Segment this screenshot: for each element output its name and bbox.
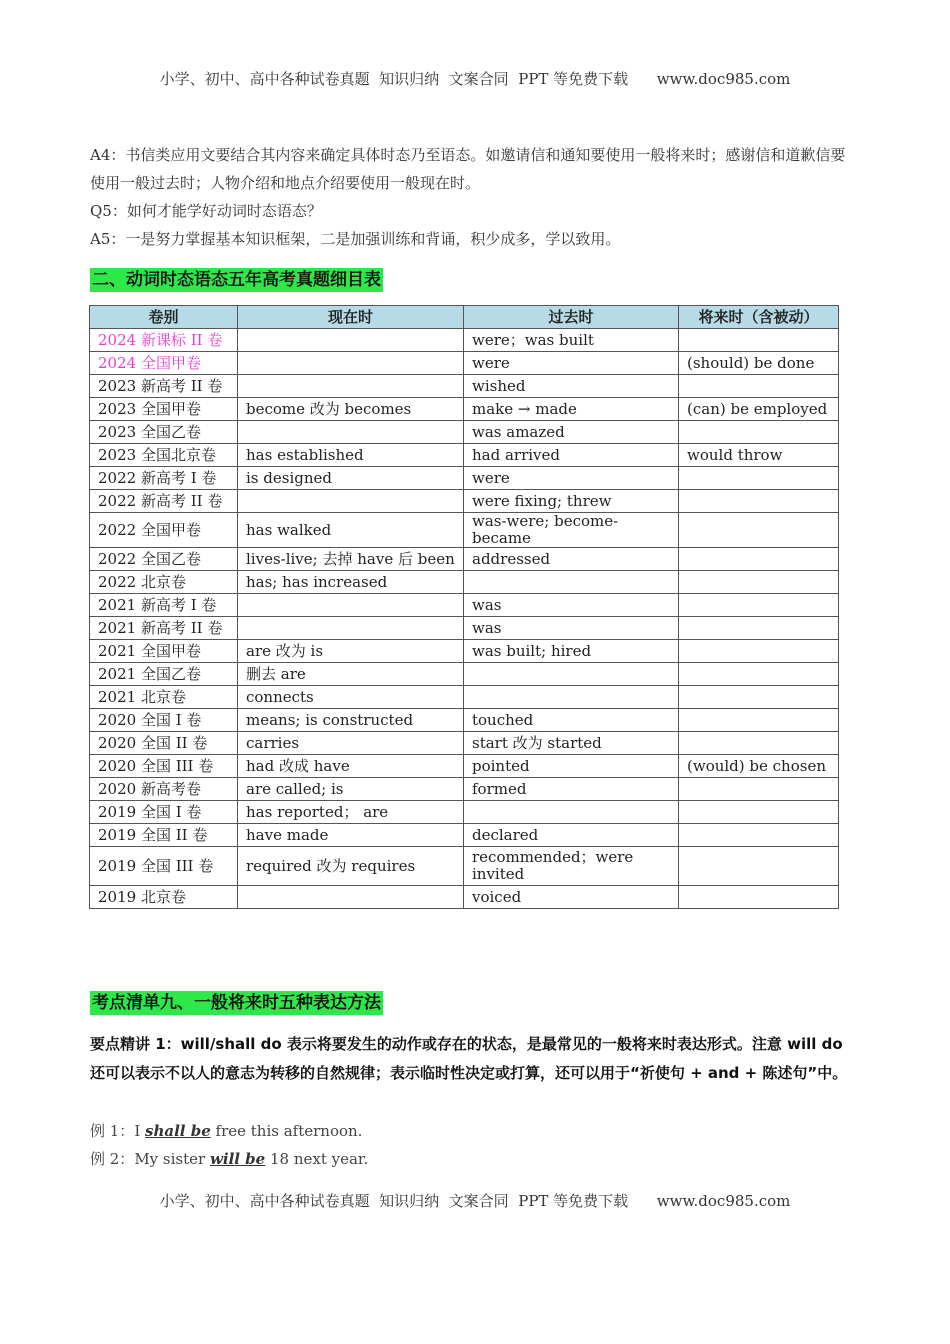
cell-past: were (464, 467, 679, 490)
table-row (90, 571, 839, 594)
table-row (90, 467, 839, 490)
cell-present: is designed (238, 467, 464, 490)
table-row (90, 594, 839, 617)
cell-paper: 2020 新高考卷 (90, 778, 238, 801)
table-row (90, 444, 839, 467)
cell-paper: 2019 全国 I 卷 (90, 801, 238, 824)
cell-past: declared (464, 824, 679, 847)
cell-future (679, 548, 839, 571)
col-header-paper: 卷别 (90, 306, 238, 329)
answer-a4: A4：书信类应用文要结合其内容来确定具体时态乃至语态。如邀请信和通知要使用一般将来时；感谢信和道歉信要使用一般过去时；人物介绍和地点介绍要使用一般现在时。 (90, 146, 846, 192)
cell-present: are 改为 is (238, 640, 464, 663)
cell-present (238, 421, 464, 444)
cell-paper: 2019 全国 III 卷 (90, 847, 238, 886)
cell-future: (can) be employed (679, 398, 839, 421)
table-row (90, 513, 839, 548)
cell-paper: 2021 新高考 II 卷 (90, 617, 238, 640)
table-row (90, 663, 839, 686)
cell-paper: 2023 全国北京卷 (90, 444, 238, 467)
cell-future (679, 663, 839, 686)
cell-paper: 2022 全国甲卷 (90, 513, 238, 548)
cell-present: become 改为 becomes (238, 398, 464, 421)
cell-future (679, 801, 839, 824)
cell-paper: 2021 全国乙卷 (90, 663, 238, 686)
col-header-future: 将来时（含被动） (679, 306, 839, 329)
table-row (90, 548, 839, 571)
cell-past: was-were; become-became (464, 513, 679, 548)
cell-paper: 2020 全国 II 卷 (90, 732, 238, 755)
cell-past: were fixing; threw (464, 490, 679, 513)
table-row (90, 398, 839, 421)
cell-future (679, 640, 839, 663)
cell-future (679, 709, 839, 732)
cell-paper: 2024 新课标 II 卷 (90, 329, 238, 352)
cell-future (679, 467, 839, 490)
cell-present: are called; is (238, 778, 464, 801)
section-title-tense-table: 二、动词时态语态五年高考真题细目表 (92, 270, 381, 290)
cell-present: had 改成 have (238, 755, 464, 778)
cell-future (679, 513, 839, 548)
cell-paper: 2022 新高考 II 卷 (90, 490, 238, 513)
cell-future (679, 490, 839, 513)
cell-paper: 2023 全国乙卷 (90, 421, 238, 444)
cell-past: were；was built (464, 329, 679, 352)
page-footer: 小学、初中、高中各种试卷真题 知识归纳 文案合同 PPT 等免费下载 www.doc985.com (159, 1192, 791, 1210)
cell-present (238, 375, 464, 398)
cell-past: addressed (464, 548, 679, 571)
cell-future: would throw (679, 444, 839, 467)
cell-present: means; is constructed (238, 709, 464, 732)
cell-future (679, 375, 839, 398)
cell-paper: 2024 全国甲卷 (90, 352, 238, 375)
cell-present (238, 329, 464, 352)
cell-present (238, 352, 464, 375)
cell-past: start 改为 started (464, 732, 679, 755)
table-row (90, 755, 839, 778)
cell-present: has established (238, 444, 464, 467)
cell-paper: 2021 新高考 I 卷 (90, 594, 238, 617)
cell-present: has walked (238, 513, 464, 548)
example-text-before: I (134, 1122, 146, 1140)
table-row (90, 824, 839, 847)
cell-future: (should) be done (679, 352, 839, 375)
question-q5: Q5：如何才能学好动词时态语态？ (90, 202, 322, 220)
cell-future (679, 732, 839, 755)
table-row (90, 329, 839, 352)
cell-past (464, 686, 679, 709)
cell-past: were (464, 352, 679, 375)
cell-past (464, 801, 679, 824)
table-row (90, 778, 839, 801)
cell-paper: 2019 北京卷 (90, 886, 238, 909)
col-header-past: 过去时 (464, 306, 679, 329)
cell-past: voiced (464, 886, 679, 909)
cell-future (679, 617, 839, 640)
cell-future (679, 329, 839, 352)
table-row (90, 709, 839, 732)
cell-paper: 2021 北京卷 (90, 686, 238, 709)
cell-present: carries (238, 732, 464, 755)
cell-present: has reported； are (238, 801, 464, 824)
cell-present: lives-live; 去掉 have 后 been (238, 548, 464, 571)
cell-future (679, 421, 839, 444)
table-row (90, 686, 839, 709)
cell-past: was amazed (464, 421, 679, 444)
example-2 (90, 1148, 368, 1169)
table-row (90, 640, 839, 663)
cell-future (679, 847, 839, 886)
table-row (90, 490, 839, 513)
example-highlight: shall be (145, 1122, 211, 1140)
table-row (90, 886, 839, 909)
table-row (90, 375, 839, 398)
example-text-after: 18 next year. (265, 1150, 369, 1168)
table-row (90, 801, 839, 824)
cell-present: have made (238, 824, 464, 847)
table-body (90, 329, 839, 909)
cell-past: make → made (464, 398, 679, 421)
cell-present: connects (238, 686, 464, 709)
cell-paper: 2020 全国 I 卷 (90, 709, 238, 732)
cell-past: wished (464, 375, 679, 398)
example-1 (90, 1120, 362, 1141)
cell-past: recommended；were invited (464, 847, 679, 886)
cell-paper: 2021 全国甲卷 (90, 640, 238, 663)
cell-paper: 2022 全国乙卷 (90, 548, 238, 571)
cell-present: required 改为 requires (238, 847, 464, 886)
cell-past: had arrived (464, 444, 679, 467)
page-header: 小学、初中、高中各种试卷真题 知识归纳 文案合同 PPT 等免费下载 www.doc985.com (159, 70, 791, 88)
example-text-after: free this afternoon. (210, 1122, 363, 1140)
cell-present (238, 617, 464, 640)
cell-future (679, 686, 839, 709)
cell-future (679, 886, 839, 909)
table-row (90, 847, 839, 886)
example-highlight: will be (209, 1150, 266, 1168)
cell-future: (would) be chosen (679, 755, 839, 778)
cell-past: was built; hired (464, 640, 679, 663)
example-label: 例 1： (90, 1122, 135, 1140)
cell-paper: 2022 新高考 I 卷 (90, 467, 238, 490)
cell-present (238, 490, 464, 513)
cell-past (464, 571, 679, 594)
cell-past: was (464, 594, 679, 617)
cell-past: touched (464, 709, 679, 732)
cell-present: 删去 are (238, 663, 464, 686)
cell-past: was (464, 617, 679, 640)
cell-past: pointed (464, 755, 679, 778)
answer-a5: A5：一是努力掌握基本知识框架，二是加强训练和背诵，积少成多，学以致用。 (90, 230, 621, 248)
table-row (90, 732, 839, 755)
cell-paper: 2022 北京卷 (90, 571, 238, 594)
cell-present: has; has increased (238, 571, 464, 594)
exam-tense-table (89, 305, 839, 909)
cell-paper: 2023 新高考 II 卷 (90, 375, 238, 398)
example-label: 例 2： (90, 1150, 135, 1168)
cell-paper: 2019 全国 II 卷 (90, 824, 238, 847)
cell-present (238, 886, 464, 909)
section-title-future-tense: 考点清单九、一般将来时五种表达方法 (92, 993, 381, 1013)
example-text-before: My sister (134, 1150, 210, 1168)
col-header-present: 现在时 (238, 306, 464, 329)
key-point-1: 要点精讲 1：will/shall do 表示将要发生的动作或存在的状态，是最常见的一般将来时表达形式。注意 will do 还可以表示不以人的意志为转移的自然规律；表示临时性决定或打算，还可以用于“祈使句 + and + 陈述句”中。 (90, 1035, 848, 1082)
cell-future (679, 594, 839, 617)
cell-paper: 2023 全国甲卷 (90, 398, 238, 421)
table-row (90, 421, 839, 444)
table-row (90, 617, 839, 640)
cell-future (679, 778, 839, 801)
table-row (90, 352, 839, 375)
table-header-row (90, 306, 839, 329)
cell-future (679, 824, 839, 847)
cell-future (679, 571, 839, 594)
cell-past (464, 663, 679, 686)
cell-present (238, 594, 464, 617)
cell-past: formed (464, 778, 679, 801)
cell-paper: 2020 全国 III 卷 (90, 755, 238, 778)
